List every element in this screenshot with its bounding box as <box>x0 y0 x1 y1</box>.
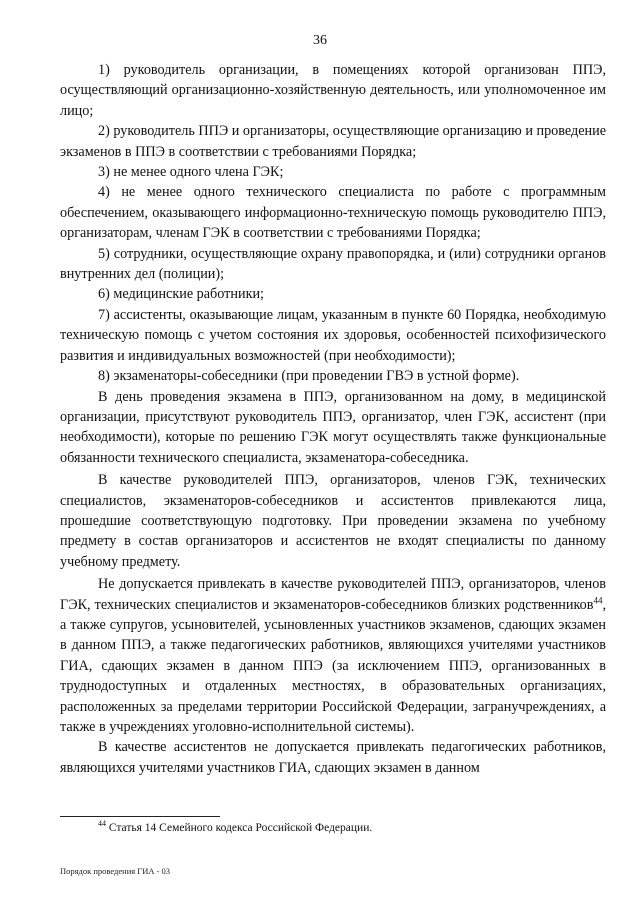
paragraph-relatives-text-1: Не допускается привлекать в качестве руководителей ППЭ, организаторов, членов ГЭК, технических специалистов и экзаменаторов-собеседников близких родственников <box>60 576 606 613</box>
paragraph-relatives-text-2: , а также супругов, усыновителей, усыновленных участников экзаменов, сдающих экзамен в данном ППЭ, а также педагогических работников, являющихся учителями участников ГИА, сдающих экзамен в данном ППЭ (за исключением ППЭ, организованных в труднодоступных и отдаленных местностях, в образовательных организациях, расположенных за пределами территории Российской Федерации, загранучреждениях, а также в учреждениях уголовно-исполнительной системы). <box>60 596 606 735</box>
page-number: 36 <box>313 33 327 48</box>
footnote-reference: 44 <box>593 594 603 605</box>
list-item-5: 5) сотрудники, осуществляющие охрану правопорядка, и (или) сотрудники органов внутренних дел (полиции); <box>60 245 606 283</box>
list-item-7: 7) ассистенты, оказывающие лицам, указанным в пункте 60 Порядка, необходимую техническую помощь с учетом состояния их здоровья, особенностей психофизического развития и индивидуальных возможностей (при необходимости); <box>60 306 606 364</box>
list-item-2: 2) руководитель ППЭ и организаторы, осуществляющие организацию и проведение экзаменов в ППЭ в соответствии с требованиями Порядка; <box>60 123 606 160</box>
footnote-text: Статья 14 Семейного кодекса Российской Федерации. <box>106 822 373 834</box>
paragraph-assistants: В качестве ассистентов не допускается привлекать педагогических работников, являющихся учителями участников ГИА, сдающих экзамен в данном <box>60 739 606 776</box>
footnote-mark: 44 <box>98 819 106 829</box>
list-item-6: 6) медицинские работники; <box>98 286 264 303</box>
footnote <box>60 819 606 834</box>
list-item-8: 8) экзаменаторы-собеседники (при проведении ГВЭ в устной форме). <box>98 368 520 385</box>
list-item-4: 4) не менее одного технического специалиста по работе с программным обеспечением, оказывающего информационно-техническую помощь руководителю ППЭ, организаторам, членам ГЭК в соответствии с требованиями Порядка; <box>60 184 606 242</box>
footnote-divider <box>60 816 220 817</box>
list-item-3: 3) не менее одного члена ГЭК; <box>98 164 284 181</box>
page-footer: Порядок проведения ГИА - 03 <box>60 866 171 876</box>
paragraph-training: В качестве руководителей ППЭ, организаторов, членов ГЭК, технических специалистов, экзаменаторов-собеседников и ассистентов привлекаются лица, прошедшие соответствующую подготовку. При проведении экзамена по учебному предмету в состав организаторов и ассистентов не входят специалисты по данному учебному предмету. <box>60 472 606 570</box>
list-item-1: 1) руководитель организации, в помещениях которой организован ППЭ, осуществляющий организационно-хозяйственную деятельность, или уполномоченное им лицо; <box>60 62 606 119</box>
document-body <box>60 60 606 778</box>
paragraph-relatives <box>60 574 606 737</box>
paragraph-home-exam: В день проведения экзамена в ППЭ, организованном на дому, в медицинской организации, присутствуют руководитель ППЭ, организатор, член ГЭК, ассистент (при необходимости), которые по решению ГЭК могут осуществлять также функциональные обязанности технического специалиста, экзаменатора-собеседника. <box>60 388 606 466</box>
